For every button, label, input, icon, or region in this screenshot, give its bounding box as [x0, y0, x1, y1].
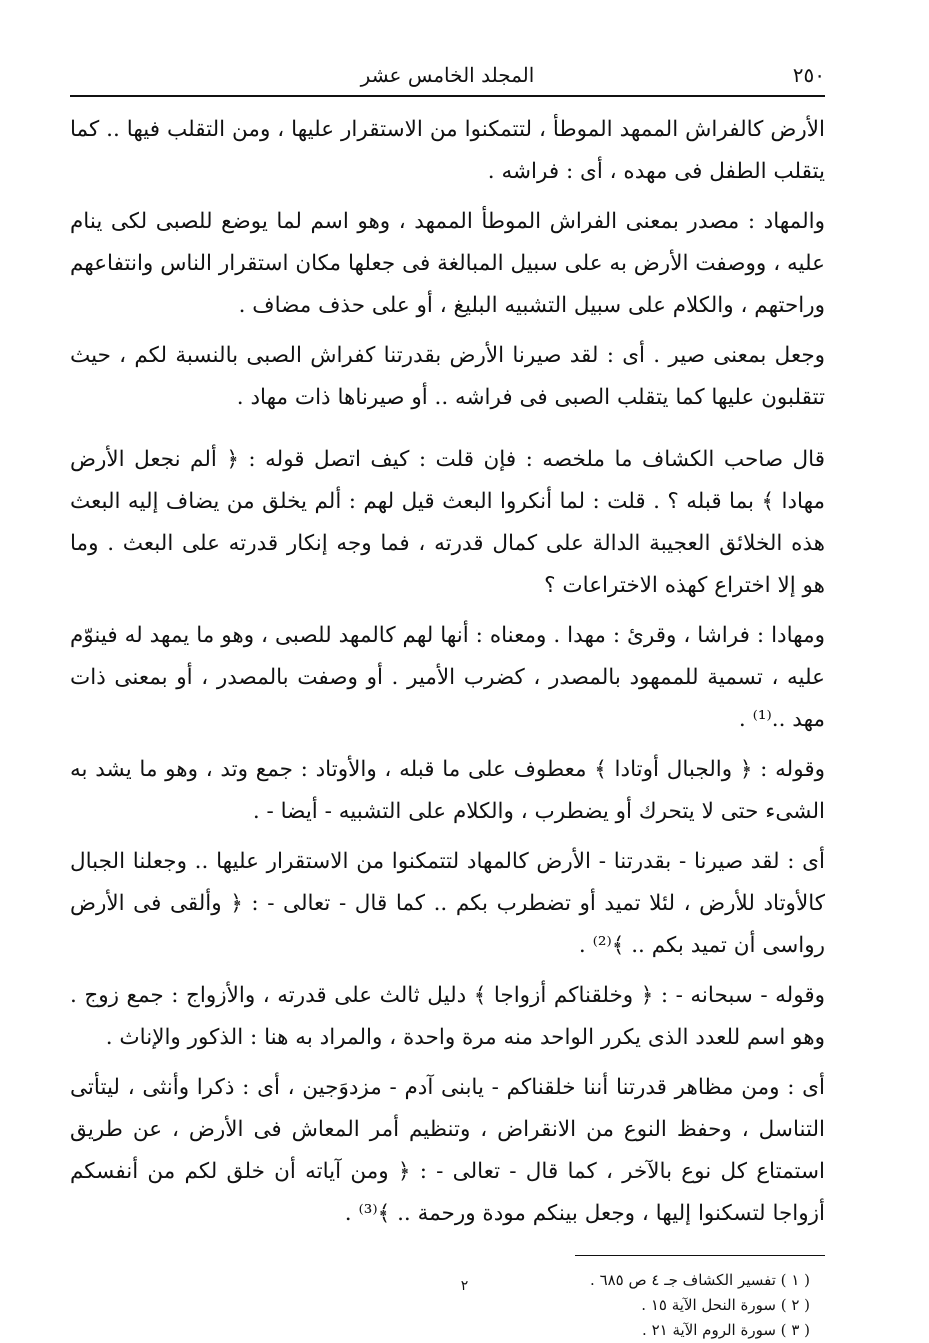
footnote: ( ٣ ) سورة الروم الآية ٢١ . — [642, 1321, 810, 1339]
running-title: المجلد الخامس عشر — [360, 63, 535, 87]
paragraph: أى : لقد صيرنا - بقدرتنا - الأرض كالمهاد لتتمكنوا من الاستقرار عليها .. وجعلنا الجبال كالأوتاد للأرض ، لئلا تميد أو تضطرب بكم .. كما قال - تعالى - : ﴿ وألقى فى الأرض رواسى أن تميد بكم .. ﴾⁽²⁾ . — [70, 849, 825, 958]
paragraph: وقوله : ﴿ والجبال أوتادا ﴾ معطوف على ما قبله ، والأوتاد : جمع وتد ، وهو ما يشد به الشىء حتى لا يتحرك أو يضطرب ، والكلام على التشبيه - أيضا - . — [70, 757, 825, 824]
footnote-divider — [575, 1255, 825, 1256]
page-number: ٢٥٠ — [792, 63, 825, 87]
footnote: ( ٢ ) سورة النحل الآية ١٥ . — [641, 1296, 810, 1314]
paragraph: الأرض كالفراش الممهد الموطأ ، لتتمكنوا من الاستقرار عليها ، ومن التقلب فيها .. كما يتقلب الطفل فى مهده ، أى : فراشه . — [70, 117, 825, 184]
footnote: ( ١ ) تفسير الكشاف جـ ٤ ص ٦٨٥ . — [590, 1271, 810, 1289]
paragraph: وجعل بمعنى صير . أى : لقد صيرنا الأرض بقدرتنا كفراش الصبى بالنسبة لكم ، حيث تتقلبون عليها كما يتقلب الصبى فى فراشه .. أو صيرناها ذات مهاد . — [70, 343, 825, 410]
paragraph: أى : ومن مظاهر قدرتنا أننا خلقناكم - يابنى آدم - مزدوَجين ، أى : ذكرا وأنثى ، ليتأتى التناسل ، وحفظ النوع من الانقراض ، وتنظيم أمر المعاش فى الأرض ، عن طريق استمتاع كل نوع بالآخر ، كما قال - تعالى - : ﴿ ومن آياته أن خلق لكم من أنفسكم أزواجا لتسكنوا إليها ، وجعل بينكم مودة ورحمة .. ﴾⁽³⁾ . — [70, 1075, 825, 1226]
page-mark: ٢ — [460, 1278, 469, 1294]
paragraph: ومهادا : فراشا ، وقرئ : مهدا . ومعناه : أنها لهم كالمهد للصبى ، وهو ما يمهد له فينوّم عليه ، تسمية للممهود بالمصدر ، كضرب الأمير . أو وصفت بالمصدر ، أو بمعنى ذات مهد ..⁽¹⁾ . — [70, 623, 825, 732]
page-body — [70, 109, 825, 1235]
footnotes — [70, 1268, 825, 1343]
paragraph: والمهاد : مصدر بمعنى الفراش الموطأ الممهد ، وهو اسم لما يوضع للصبى لكى ينام عليه ، ووصفت الأرض به على سبيل المبالغة فى جعلها مكان استقرار الناس وانتفاعهم وراحتهم ، والكلام على سبيل التشبيه البليغ ، أو على حذف مضاف . — [70, 209, 825, 318]
paragraph: قال صاحب الكشاف ما ملخصه : فإن قلت : كيف اتصل قوله : ﴿ ألم نجعل الأرض مهادا ﴾ بما قبله ؟ . قلت : لما أنكروا البعث قيل لهم : ألم يخلق من يضاف إليه البعث هذه الخلائق العجيبة الدالة على كمال قدرته ، فما وجه إنكار قدرته على البعث . وما هو إلا اختراع كهذه الاختراعات ؟ — [70, 447, 825, 598]
page-header — [70, 55, 825, 97]
book-page — [70, 55, 825, 1339]
paragraph: وقوله - سبحانه - : ﴿ وخلقناكم أزواجا ﴾ دليل ثالث على قدرته ، والأزواج : جمع زوج . وهو اسم للعدد الذى يكرر الواحد منه مرة واحدة ، والمراد به هنا : الذكور والإناث . — [70, 983, 825, 1050]
